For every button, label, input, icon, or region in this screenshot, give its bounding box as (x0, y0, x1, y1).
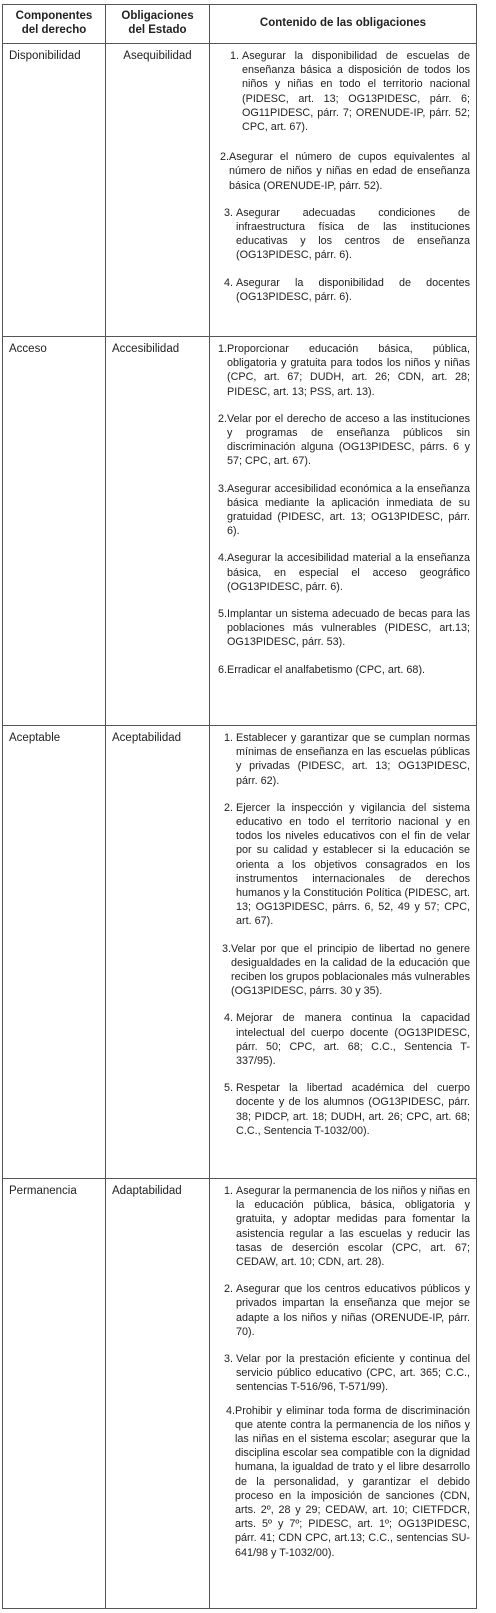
list-item: 5. Respetar la libertad académica del cuerpo docente y de los alumnos (OG13PIDESC, párr. 38; PIDCP, art. 18; DUDH, art. 26; CPC, art. 68; C.C., Sentencia T-1032/00). (224, 1082, 470, 1137)
list-item: 1. Asegurar la permanencia de los niños y niñas en la educación pública, básica, obligatoria y gratuita, y adoptar medidas para fomentar la asistencia regular a las escuelas y reducir las tasas de deserción escolar (CPC, art. 67; CEDAW, art. 10; CDN, art. 28). (224, 1185, 470, 1269)
table-row (3, 44, 477, 337)
list-item: 5. Implantar un sistema adecuado de becas para las poblaciones más vulnerables (PIDESC, art.13; OG13PIDESC, párr. 53). (218, 608, 470, 649)
obligations-table (2, 4, 477, 1609)
obligation-cell: Adaptabilidad (106, 1179, 210, 1609)
list-item: 2. Asegurar el número de cupos equivalentes al número de niños y niñas en edad de enseñanza básica (ORENUDE-IP, párr. 52). (220, 151, 470, 192)
list-item: 2. Asegurar que los centros educativos públicos y privados impartan la enseñanza que mejor se adapte a los niños y niñas (ORENUDE-IP, párr. 70). (224, 1283, 470, 1338)
list-item: 4. Asegurar la disponibilidad de docentes (OG13PIDESC, párr. 6). (224, 276, 470, 303)
list-item: 4. Mejorar de manera continua la capacidad intelectual del cuerpo docente (OG13PIDESC, párr. 50; CPC, art. 68; C.C., Sentencia T-337/95). (224, 1012, 470, 1068)
list-item: 2. Velar por el derecho de acceso a las instituciones y programas de enseñanza públicos sin discriminación alguna (OG13PIDESC, párrs. 6 y 57; CPC, art. 67). (218, 412, 470, 468)
component-cell: Aceptable (3, 726, 106, 1179)
contents-cell (210, 1179, 477, 1609)
table-row (3, 337, 477, 726)
list-item: 1. Asegurar la disponibilidad de escuelas de enseñanza básica a disposición de todos los niños y niñas en todo el territorio nacional (PIDESC, art. 13; OG13PIDESC, párr. 6; OG11PIDESC, párr. 7; ORENUDE-IP, párr. 52; CPC, art. 67). (230, 50, 470, 134)
table-row (3, 1179, 477, 1609)
contents-cell (210, 726, 477, 1179)
header-components: Componentes del derecho (3, 5, 106, 44)
component-cell: Permanencia (3, 1179, 106, 1609)
list-item: 4. Asegurar la accesibilidad material a la enseñanza básica, en especial el acceso geográfico (OG13PIDESC, párr. 6). (218, 552, 470, 593)
table-row (3, 726, 477, 1179)
list-item: 3. Velar por que el principio de libertad no genere desigualdades en la calidad de la educación que reciben los grupos poblacionales más vulnerables (OG13PIDESC, párrs. 30 y 35). (222, 942, 470, 998)
component-cell: Acceso (3, 337, 106, 726)
list-item: 6. Erradicar el analfabetismo (CPC, art. 68). (218, 663, 426, 676)
list-item: 3. Asegurar adecuadas condiciones de infraestructura física de las instituciones educativas y los centros de enseñanza (OG13PIDESC, párr. 6). (224, 206, 470, 262)
header-obligations: Obligaciones del Estado (106, 5, 210, 44)
list-item: 1. Establecer y garantizar que se cumplan normas mínimas de enseñanza en las escuelas públicas y privadas (PIDESC, art. 13; OG13PIDESC, párr. 62). (224, 732, 470, 787)
list-item: 4. Prohibir y eliminar toda forma de discriminación que atente contra la permanencia de los niños y las niñas en el sistema escolar; asegurar que la disciplina escolar sea compatible con la dignidad humana, la igualdad de trato y el libre desarrollo de la personalidad, y garantizar el debido proceso en la imposición de sanciones (CDN, arts. 2º, 28 y 29; CEDAW, art. 10; CIETFDCR, arts. 5º y 7º; PIDESC, art. 1º; OG13PIDESC, párr. 41; CDN CPC, art.13; C.C., sentencias SU-641/98 y T-1032/00). (226, 1404, 470, 1559)
list-item: 3. Asegurar accesibilidad económica a la enseñanza básica mediante la aplicación inmediata de su gratuidad (PIDESC, art. 13; OG13PIDESC, párr. 6). (218, 482, 470, 538)
obligation-cell: Accesibilidad (106, 337, 210, 726)
contents-cell (210, 337, 477, 726)
contents-cell (210, 44, 477, 337)
list-item: 2. Ejercer la inspección y vigilancia del sistema educativo en todo el territorio nacional y en todos los niveles educativos con el fin de velar por su calidad y establecer si la educación se orienta a los objetivos consagrados en los instrumentos internacionales de derechos humanos y la Constitución Política (PIDESC, art. 13; OG13PIDESC, párrs. 6, 52, 49 y 57; CPC, art. 67). (224, 801, 470, 928)
list-item: 1. Proporcionar educación básica, pública, obligatoria y gratuita para todos los niños y niñas (CPC, art. 67; DUDH, art. 26; CDN, art. 28; PIDESC, art. 13; PSS, art. 13). (218, 343, 470, 398)
component-cell: Disponibilidad (3, 44, 106, 337)
obligation-cell: Asequibilidad (106, 44, 210, 337)
header-row (3, 5, 477, 44)
header-contents: Contenido de las obligaciones (210, 5, 477, 44)
obligation-cell: Aceptabilidad (106, 726, 210, 1179)
list-item: 3. Velar por la prestación eficiente y continua del servicio público educativo (CPC, art. 365; C.C., sentencias T-516/96, T-571/99). (224, 1353, 470, 1394)
